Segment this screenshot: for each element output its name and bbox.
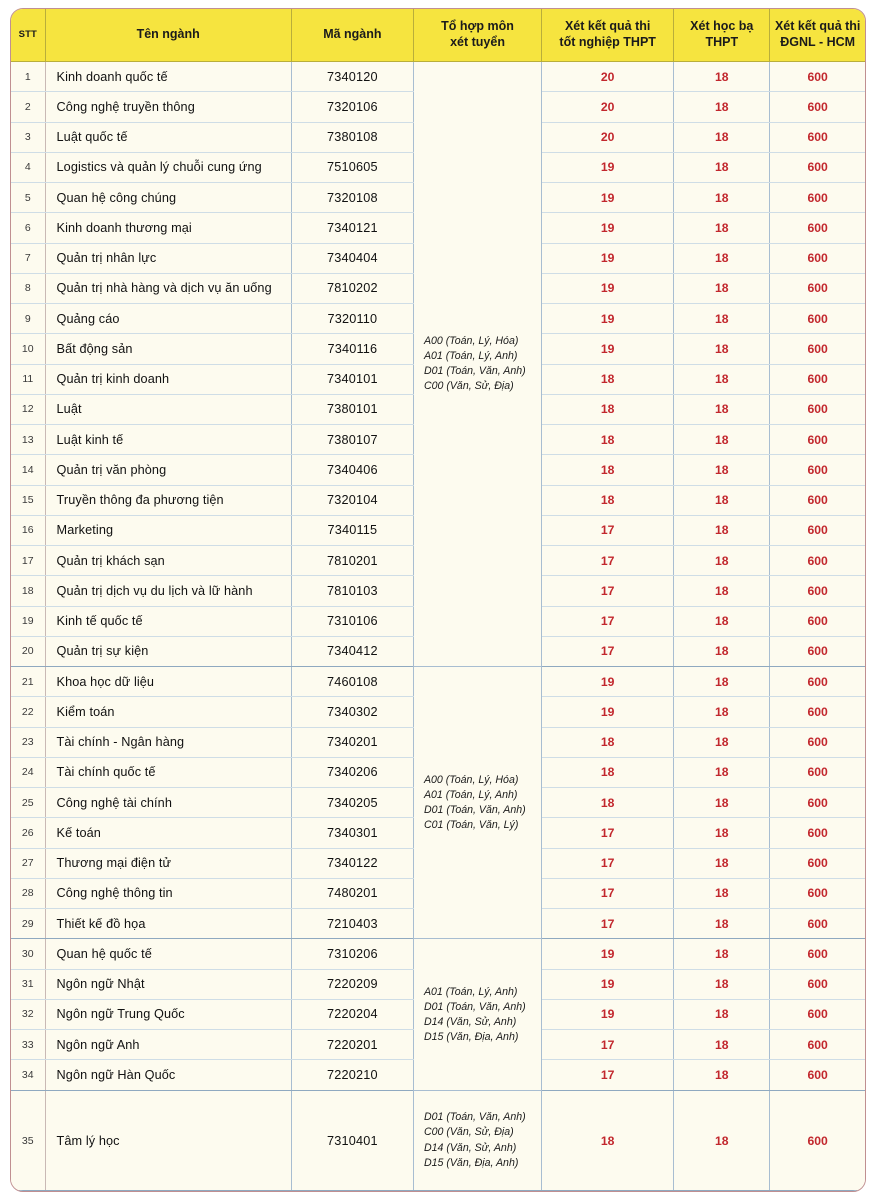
cell-major-code: 7380107 — [291, 425, 413, 455]
column-header-stt: STT — [11, 9, 45, 62]
cell-competency-score: 600 — [770, 909, 865, 939]
table-header — [11, 9, 865, 62]
cell-major-code: 7340301 — [291, 818, 413, 848]
cell-row-number: 31 — [11, 969, 45, 999]
cell-transcript-score: 18 — [674, 939, 770, 969]
cell-transcript-score: 18 — [674, 92, 770, 122]
cell-competency-score: 600 — [770, 152, 865, 182]
cell-competency-score: 600 — [770, 1030, 865, 1060]
cell-major-name: Ngôn ngữ Nhật — [45, 969, 291, 999]
cell-major-name: Ngôn ngữ Anh — [45, 1030, 291, 1060]
header-row — [11, 9, 865, 62]
cell-major-name: Quản trị kinh doanh — [45, 364, 291, 394]
cell-row-number: 20 — [11, 636, 45, 666]
column-header-subject-combination — [413, 9, 541, 62]
cell-transcript-score: 18 — [674, 727, 770, 757]
cell-exam-score: 18 — [542, 757, 674, 787]
cell-competency-score: 600 — [770, 606, 865, 636]
cell-major-code: 7220204 — [291, 999, 413, 1029]
cell-major-code: 7320106 — [291, 92, 413, 122]
cell-row-number: 8 — [11, 273, 45, 303]
cell-major-code: 7810201 — [291, 546, 413, 576]
cell-major-name: Quản trị nhà hàng và dịch vụ ăn uống — [45, 273, 291, 303]
subject-combination-line: A01 (Toán, Lý, Anh) — [423, 349, 518, 362]
cell-competency-score: 600 — [770, 425, 865, 455]
cell-major-code: 7340206 — [291, 757, 413, 787]
cell-competency-score: 600 — [770, 1060, 865, 1091]
cell-major-name: Truyền thông đa phương tiện — [45, 485, 291, 515]
cell-exam-score: 19 — [542, 939, 674, 969]
cell-major-name: Bất động sản — [45, 334, 291, 364]
cell-transcript-score: 18 — [674, 697, 770, 727]
cell-major-name: Công nghệ truyền thông — [45, 92, 291, 122]
cell-exam-score: 19 — [542, 697, 674, 727]
cell-row-number: 12 — [11, 394, 45, 424]
column-header-competency-score-line2: ĐGNL - HCM — [780, 35, 856, 49]
column-header-transcript-score-line2: THPT — [705, 35, 739, 49]
cell-transcript-score: 18 — [674, 425, 770, 455]
cell-major-code: 7340101 — [291, 364, 413, 394]
cell-exam-score: 20 — [542, 62, 674, 92]
cell-transcript-score: 18 — [674, 667, 770, 697]
cell-row-number: 13 — [11, 425, 45, 455]
cell-transcript-score: 18 — [674, 1091, 770, 1191]
cell-major-code: 7340302 — [291, 697, 413, 727]
cell-transcript-score: 18 — [674, 213, 770, 243]
cell-row-number: 25 — [11, 788, 45, 818]
cell-competency-score: 600 — [770, 243, 865, 273]
cell-transcript-score: 18 — [674, 183, 770, 213]
cell-row-number: 7 — [11, 243, 45, 273]
admissions-table — [11, 9, 865, 1191]
cell-exam-score: 20 — [542, 122, 674, 152]
cell-major-code: 7340406 — [291, 455, 413, 485]
cell-subject-combination — [413, 62, 541, 667]
cell-subject-combination — [413, 1091, 541, 1191]
cell-exam-score: 18 — [542, 394, 674, 424]
cell-competency-score: 600 — [770, 485, 865, 515]
cell-row-number: 33 — [11, 1030, 45, 1060]
cell-transcript-score: 18 — [674, 122, 770, 152]
column-header-transcript-score — [674, 9, 770, 62]
cell-major-name: Quản trị nhân lực — [45, 243, 291, 273]
cell-row-number: 11 — [11, 364, 45, 394]
cell-row-number: 2 — [11, 92, 45, 122]
cell-row-number: 32 — [11, 999, 45, 1029]
cell-exam-score: 18 — [542, 485, 674, 515]
cell-competency-score: 600 — [770, 183, 865, 213]
cell-exam-score: 17 — [542, 546, 674, 576]
cell-major-name: Quản trị văn phòng — [45, 455, 291, 485]
cell-row-number: 16 — [11, 515, 45, 545]
cell-major-name: Tài chính - Ngân hàng — [45, 727, 291, 757]
cell-transcript-score: 18 — [674, 788, 770, 818]
cell-exam-score: 19 — [542, 667, 674, 697]
cell-major-code: 7460108 — [291, 667, 413, 697]
cell-major-name: Quảng cáo — [45, 304, 291, 334]
cell-major-code: 7220210 — [291, 1060, 413, 1091]
cell-competency-score: 600 — [770, 92, 865, 122]
cell-major-name: Ngôn ngữ Hàn Quốc — [45, 1060, 291, 1091]
cell-competency-score: 600 — [770, 636, 865, 666]
cell-transcript-score: 18 — [674, 999, 770, 1029]
cell-exam-score: 18 — [542, 727, 674, 757]
cell-major-code: 7380108 — [291, 122, 413, 152]
cell-major-name: Khoa học dữ liệu — [45, 667, 291, 697]
cell-competency-score: 600 — [770, 576, 865, 606]
cell-transcript-score: 18 — [674, 818, 770, 848]
cell-competency-score: 600 — [770, 999, 865, 1029]
cell-competency-score: 600 — [770, 667, 865, 697]
subject-combination-line: D01 (Toán, Văn, Anh) — [423, 1111, 526, 1124]
table-row — [11, 939, 865, 969]
cell-competency-score: 600 — [770, 788, 865, 818]
cell-competency-score: 600 — [770, 334, 865, 364]
cell-transcript-score: 18 — [674, 334, 770, 364]
column-header-major-code: Mã ngành — [291, 9, 413, 62]
cell-major-code: 7340412 — [291, 636, 413, 666]
cell-major-name: Quản trị khách sạn — [45, 546, 291, 576]
cell-major-code: 7340116 — [291, 334, 413, 364]
cell-major-code: 7340121 — [291, 213, 413, 243]
cell-row-number: 14 — [11, 455, 45, 485]
cell-major-code: 7510605 — [291, 152, 413, 182]
cell-major-name: Tâm lý học — [45, 1091, 291, 1191]
admissions-table-frame — [10, 8, 866, 1192]
column-header-exam-score-line2: tốt nghiệp THPT — [559, 35, 656, 49]
cell-exam-score: 19 — [542, 334, 674, 364]
cell-exam-score: 17 — [542, 1030, 674, 1060]
cell-major-name: Quan hệ quốc tế — [45, 939, 291, 969]
subject-combination-line: D15 (Văn, Địa, Anh) — [423, 1030, 519, 1043]
cell-major-code: 7220201 — [291, 1030, 413, 1060]
cell-major-code: 7810202 — [291, 273, 413, 303]
cell-major-name: Kinh doanh quốc tế — [45, 62, 291, 92]
subject-combination-line: D01 (Toán, Văn, Anh) — [423, 365, 526, 377]
cell-competency-score: 600 — [770, 455, 865, 485]
cell-transcript-score: 18 — [674, 909, 770, 939]
cell-exam-score: 17 — [542, 515, 674, 545]
cell-major-name: Công nghệ thông tin — [45, 878, 291, 908]
cell-subject-combination — [413, 939, 541, 1091]
cell-competency-score: 600 — [770, 515, 865, 545]
cell-major-name: Kinh doanh thương mại — [45, 213, 291, 243]
cell-transcript-score: 18 — [674, 606, 770, 636]
cell-exam-score: 19 — [542, 304, 674, 334]
cell-exam-score: 18 — [542, 364, 674, 394]
column-header-major-name: Tên ngành — [45, 9, 291, 62]
cell-competency-score: 600 — [770, 727, 865, 757]
subject-combination-line: C01 (Toán, Văn, Lý) — [423, 818, 519, 831]
cell-exam-score: 17 — [542, 818, 674, 848]
cell-row-number: 34 — [11, 1060, 45, 1091]
cell-competency-score: 600 — [770, 697, 865, 727]
cell-row-number: 21 — [11, 667, 45, 697]
cell-competency-score: 600 — [770, 818, 865, 848]
subject-combination-line: D15 (Văn, Địa, Anh) — [423, 1156, 519, 1169]
cell-major-code: 7340120 — [291, 62, 413, 92]
cell-major-name: Quản trị dịch vụ du lịch và lữ hành — [45, 576, 291, 606]
cell-major-name: Luật quốc tế — [45, 122, 291, 152]
cell-row-number: 24 — [11, 757, 45, 787]
cell-transcript-score: 18 — [674, 273, 770, 303]
cell-major-name: Thương mại điện tử — [45, 848, 291, 878]
cell-major-name: Kiểm toán — [45, 697, 291, 727]
cell-transcript-score: 18 — [674, 304, 770, 334]
cell-exam-score: 17 — [542, 606, 674, 636]
cell-transcript-score: 18 — [674, 757, 770, 787]
cell-competency-score: 600 — [770, 213, 865, 243]
subject-combination-line: A01 (Toán, Lý, Anh) — [423, 985, 518, 998]
cell-row-number: 1 — [11, 62, 45, 92]
cell-row-number: 9 — [11, 304, 45, 334]
cell-transcript-score: 18 — [674, 152, 770, 182]
cell-major-name: Marketing — [45, 515, 291, 545]
cell-competency-score: 600 — [770, 304, 865, 334]
cell-transcript-score: 18 — [674, 636, 770, 666]
cell-transcript-score: 18 — [674, 515, 770, 545]
cell-major-name: Quan hệ công chúng — [45, 183, 291, 213]
subject-combination-line: A00 (Toán, Lý, Hóa) — [423, 334, 519, 347]
cell-competency-score: 600 — [770, 546, 865, 576]
column-header-transcript-score-line1: Xét học bạ — [690, 19, 754, 34]
cell-exam-score: 18 — [542, 455, 674, 485]
subject-combination-line: A00 (Toán, Lý, Hóa) — [423, 773, 519, 786]
cell-competency-score: 600 — [770, 848, 865, 878]
cell-exam-score: 17 — [542, 909, 674, 939]
column-header-subject-combination-line2: xét tuyển — [450, 35, 505, 49]
subject-combination-line: D14 (Văn, Sử, Anh) — [423, 1015, 517, 1028]
cell-exam-score: 19 — [542, 183, 674, 213]
cell-transcript-score: 18 — [674, 455, 770, 485]
cell-transcript-score: 18 — [674, 62, 770, 92]
cell-row-number: 15 — [11, 485, 45, 515]
cell-major-code: 7310206 — [291, 939, 413, 969]
cell-major-code: 7220209 — [291, 969, 413, 999]
cell-transcript-score: 18 — [674, 878, 770, 908]
cell-row-number: 28 — [11, 878, 45, 908]
cell-row-number: 5 — [11, 183, 45, 213]
column-header-subject-combination-line1: Tổ hợp môn — [441, 19, 514, 34]
cell-major-code: 7340122 — [291, 848, 413, 878]
cell-competency-score: 600 — [770, 878, 865, 908]
cell-row-number: 29 — [11, 909, 45, 939]
cell-major-code: 7320110 — [291, 304, 413, 334]
cell-competency-score: 600 — [770, 122, 865, 152]
cell-major-code: 7310401 — [291, 1091, 413, 1191]
cell-competency-score: 600 — [770, 1091, 865, 1191]
cell-competency-score: 600 — [770, 394, 865, 424]
cell-exam-score: 20 — [542, 92, 674, 122]
cell-row-number: 23 — [11, 727, 45, 757]
cell-transcript-score: 18 — [674, 485, 770, 515]
cell-transcript-score: 18 — [674, 364, 770, 394]
cell-major-name: Tài chính quốc tế — [45, 757, 291, 787]
cell-row-number: 30 — [11, 939, 45, 969]
cell-major-name: Ngôn ngữ Trung Quốc — [45, 999, 291, 1029]
subject-combination-line: C00 (Văn, Sử, Địa) — [423, 1126, 514, 1139]
cell-exam-score: 18 — [542, 788, 674, 818]
cell-transcript-score: 18 — [674, 394, 770, 424]
cell-transcript-score: 18 — [674, 546, 770, 576]
cell-competency-score: 600 — [770, 364, 865, 394]
cell-competency-score: 600 — [770, 273, 865, 303]
cell-major-code: 7340404 — [291, 243, 413, 273]
cell-competency-score: 600 — [770, 62, 865, 92]
column-header-exam-score — [542, 9, 674, 62]
subject-combination-line: A01 (Toán, Lý, Anh) — [423, 788, 518, 801]
column-header-exam-score-line1: Xét kết quả thi — [564, 19, 651, 34]
column-header-competency-score-line1: Xét kết quả thi — [774, 19, 861, 34]
cell-transcript-score: 18 — [674, 969, 770, 999]
cell-row-number: 19 — [11, 606, 45, 636]
cell-major-name: Thiết kế đồ họa — [45, 909, 291, 939]
table-body — [11, 62, 865, 1191]
cell-major-code: 7340201 — [291, 727, 413, 757]
cell-transcript-score: 18 — [674, 1030, 770, 1060]
cell-row-number: 26 — [11, 818, 45, 848]
subject-combination-line: D01 (Toán, Văn, Anh) — [423, 803, 526, 816]
cell-exam-score: 17 — [542, 1060, 674, 1091]
cell-major-code: 7480201 — [291, 878, 413, 908]
cell-row-number: 18 — [11, 576, 45, 606]
cell-major-name: Luật — [45, 394, 291, 424]
cell-exam-score: 19 — [542, 213, 674, 243]
cell-row-number: 35 — [11, 1091, 45, 1191]
cell-row-number: 17 — [11, 546, 45, 576]
cell-exam-score: 17 — [542, 576, 674, 606]
cell-row-number: 4 — [11, 152, 45, 182]
cell-major-code: 7810103 — [291, 576, 413, 606]
cell-transcript-score: 18 — [674, 1060, 770, 1091]
cell-major-code: 7320104 — [291, 485, 413, 515]
cell-major-code: 7380101 — [291, 394, 413, 424]
cell-row-number: 6 — [11, 213, 45, 243]
cell-major-name: Luật kinh tế — [45, 425, 291, 455]
cell-transcript-score: 18 — [674, 848, 770, 878]
cell-major-code: 7340205 — [291, 788, 413, 818]
cell-major-name: Logistics và quản lý chuỗi cung ứng — [45, 152, 291, 182]
cell-major-name: Công nghệ tài chính — [45, 788, 291, 818]
cell-exam-score: 19 — [542, 243, 674, 273]
cell-major-name: Quản trị sự kiện — [45, 636, 291, 666]
cell-exam-score: 17 — [542, 878, 674, 908]
cell-major-name: Kinh tế quốc tế — [45, 606, 291, 636]
cell-row-number: 22 — [11, 697, 45, 727]
subject-combination-line: C00 (Văn, Sử, Địa) — [423, 380, 514, 393]
cell-competency-score: 600 — [770, 757, 865, 787]
cell-major-code: 7210403 — [291, 909, 413, 939]
subject-combination-line: D14 (Văn, Sử, Anh) — [423, 1141, 517, 1154]
subject-combination-line: D01 (Toán, Văn, Anh) — [423, 1000, 526, 1013]
table-row — [11, 62, 865, 92]
cell-exam-score: 19 — [542, 152, 674, 182]
cell-competency-score: 600 — [770, 939, 865, 969]
cell-exam-score: 19 — [542, 969, 674, 999]
table-row — [11, 667, 865, 697]
cell-row-number: 10 — [11, 334, 45, 364]
cell-transcript-score: 18 — [674, 243, 770, 273]
table-row — [11, 1091, 865, 1191]
cell-major-code: 7340115 — [291, 515, 413, 545]
cell-row-number: 27 — [11, 848, 45, 878]
cell-subject-combination — [413, 667, 541, 939]
column-header-competency-score — [770, 9, 865, 62]
cell-transcript-score: 18 — [674, 576, 770, 606]
cell-major-code: 7310106 — [291, 606, 413, 636]
cell-exam-score: 18 — [542, 425, 674, 455]
cell-exam-score: 19 — [542, 999, 674, 1029]
cell-exam-score: 17 — [542, 636, 674, 666]
cell-exam-score: 17 — [542, 848, 674, 878]
cell-major-code: 7320108 — [291, 183, 413, 213]
cell-exam-score: 18 — [542, 1091, 674, 1191]
cell-exam-score: 19 — [542, 273, 674, 303]
cell-row-number: 3 — [11, 122, 45, 152]
cell-major-name: Kế toán — [45, 818, 291, 848]
cell-competency-score: 600 — [770, 969, 865, 999]
